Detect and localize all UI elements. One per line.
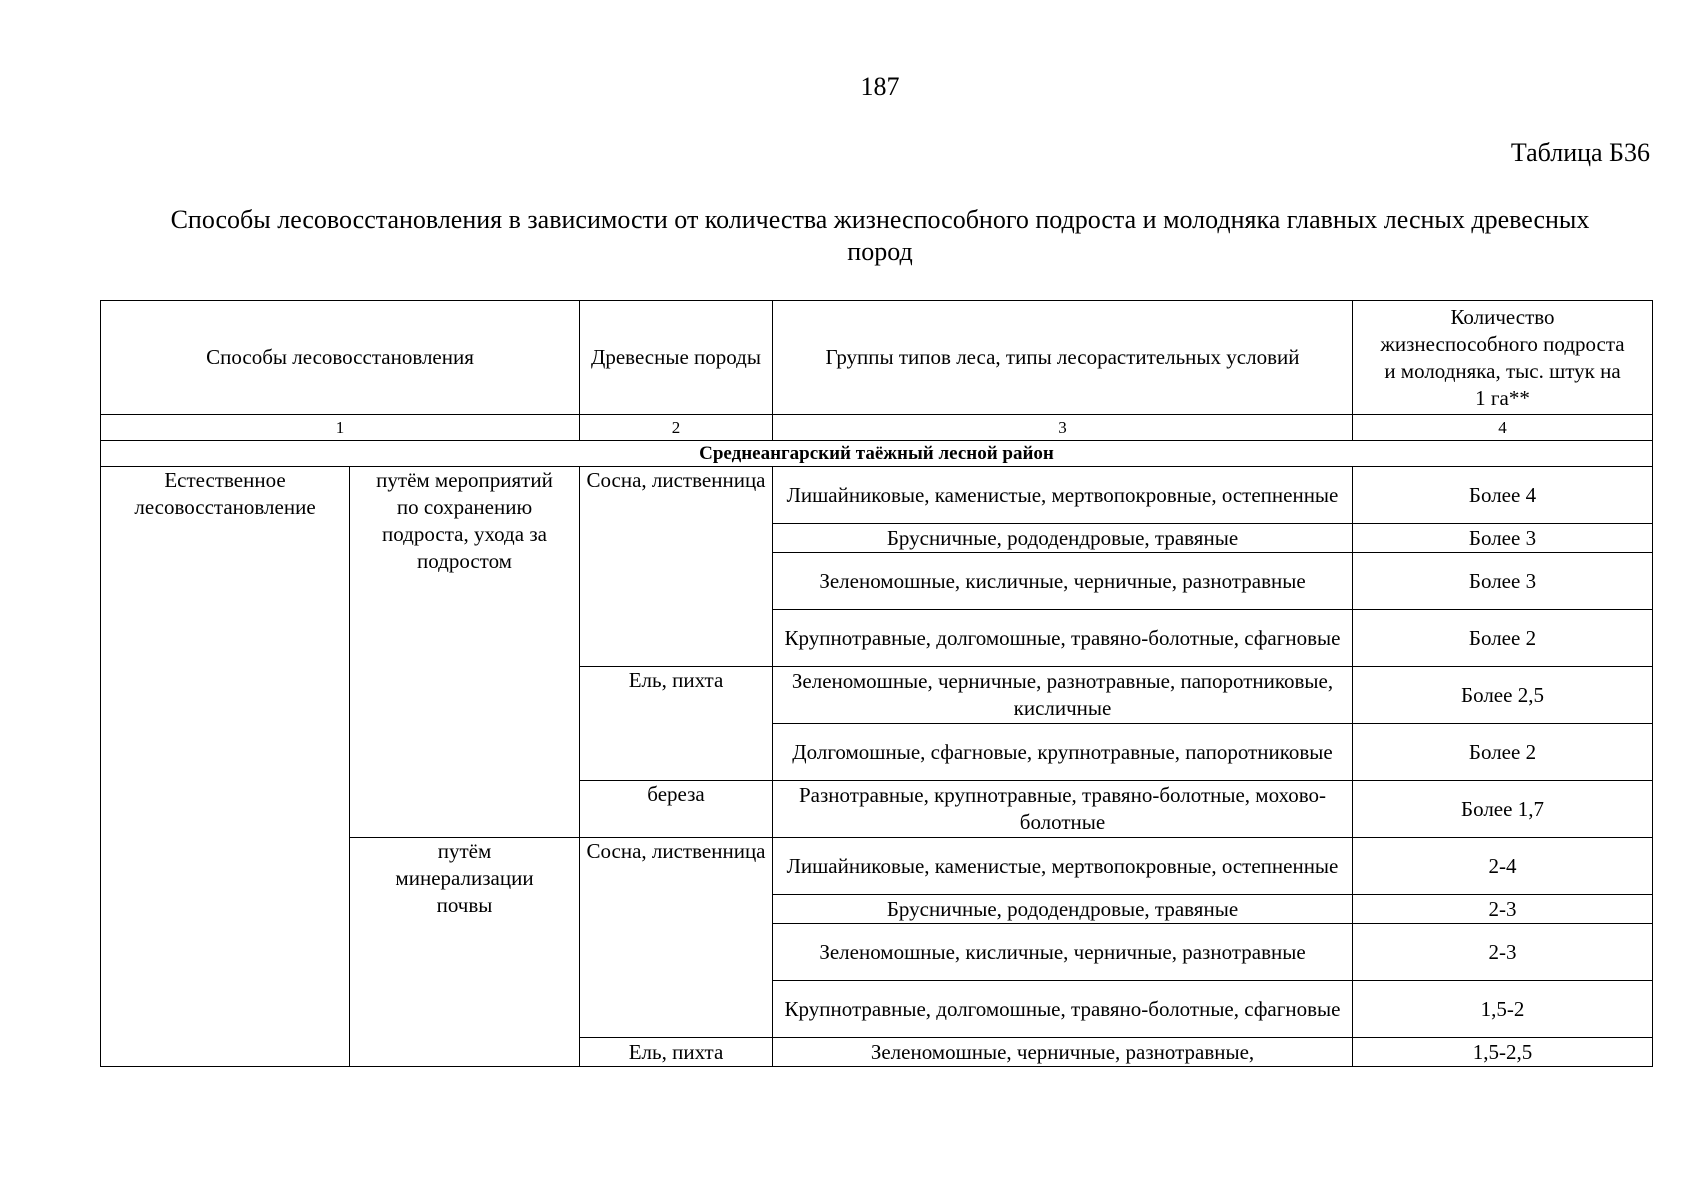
quantity-cell: 1,5-2 [1353,981,1653,1038]
header-quantity: Количество жизнеспособного подроста и молодняка, тыс. штук на 1 га** [1353,301,1653,415]
submethod-cell: путём мероприятий по сохранению подроста, ухода за подростом [350,467,580,838]
forest-type-cell: Зеленомошные, черничные, разнотравные, папоротниковые, кисличные [773,667,1353,724]
quantity-cell: Более 3 [1353,553,1653,610]
document-title: Способы лесовосстановления в зависимости от количества жизнеспособного подроста и молодняка главных лесных древесных пород [170,205,1590,266]
region-name: Среднеангарский таёжный лесной район [101,441,1653,467]
column-number-row [101,415,1653,441]
column-number: 3 [773,415,1353,441]
forest-type-cell: Лишайниковые, каменистые, мертвопокровные, остепненные [773,838,1353,895]
table-label: Таблица Б36 [1510,138,1650,167]
forest-type-cell: Лишайниковые, каменистые, мертвопокровные, остепненные [773,467,1353,524]
quantity-cell: Более 1,7 [1353,781,1653,838]
forest-type-cell: Зеленомошные, кисличные, черничные, разнотравные [773,924,1353,981]
forest-type-cell: Крупнотравные, долгомошные, травяно-болотные, сфагновые [773,981,1353,1038]
quantity-cell: Более 2 [1353,610,1653,667]
header-forest-types: Группы типов леса, типы лесорастительных условий [773,301,1353,415]
species-cell: береза [580,781,773,838]
column-number: 2 [580,415,773,441]
header-methods: Способы лесовосстановления [101,301,580,415]
forest-type-cell: Зеленомошные, черничные, разнотравные, [773,1038,1353,1067]
forest-type-cell: Брусничные, рододендровые, травяные [773,895,1353,924]
column-number: 4 [1353,415,1653,441]
quantity-cell: 2-3 [1353,895,1653,924]
region-row [101,441,1653,467]
header-species: Древесные породы [580,301,773,415]
forest-type-cell: Разнотравные, крупнотравные, травяно-болотные, мохово-болотные [773,781,1353,838]
species-cell: Сосна, лиственница [580,467,773,667]
species-cell: Ель, пихта [580,1038,773,1067]
species-cell: Ель, пихта [580,667,773,781]
table-header-row [101,301,1653,415]
quantity-cell: Более 2 [1353,724,1653,781]
forest-type-cell: Долгомошные, сфагновые, крупнотравные, папоротниковые [773,724,1353,781]
quantity-cell: 1,5-2,5 [1353,1038,1653,1067]
forest-type-cell: Брусничные, рододендровые, травяные [773,524,1353,553]
column-number: 1 [101,415,580,441]
quantity-cell: Более 2,5 [1353,667,1653,724]
submethod-cell: путём минерализации почвы [350,838,580,1067]
quantity-cell: 2-3 [1353,924,1653,981]
species-cell: Сосна, лиственница [580,838,773,1038]
reforestation-table [100,300,1653,1067]
quantity-cell: Более 3 [1353,524,1653,553]
page-number: 187 [860,72,900,101]
forest-type-cell: Крупнотравные, долгомошные, травяно-болотные, сфагновые [773,610,1353,667]
quantity-cell: 2-4 [1353,838,1653,895]
table-row [101,467,1653,524]
forest-type-cell: Зеленомошные, кисличные, черничные, разнотравные [773,553,1353,610]
method-cell: Естественное лесовосстановление [101,467,350,1067]
quantity-cell: Более 4 [1353,467,1653,524]
